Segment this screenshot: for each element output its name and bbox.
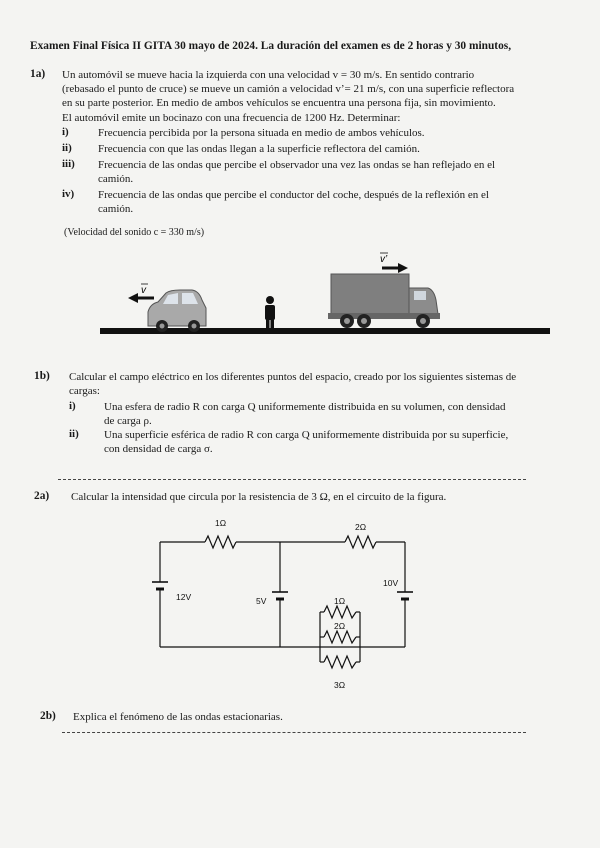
question-1a-item-iii (98, 158, 568, 186)
item-label: ii) (69, 428, 79, 440)
item-line: de carga ρ. (104, 415, 152, 428)
label-battery-mid: 5V (256, 596, 267, 606)
question-1b-item-ii (104, 428, 574, 456)
section-divider (62, 732, 526, 733)
item-label: iv) (62, 188, 75, 200)
question-2a-number: 2a) (34, 490, 50, 502)
truck-velocity-label: v’ (380, 254, 388, 265)
label-r-par-1: 1Ω (334, 596, 346, 606)
item-line: camión. (98, 203, 134, 216)
intro-line: El automóvil emite un bocinazo con una frecuencia de 1200 Hz. Determinar: (62, 111, 401, 124)
item-line: Una superficie esférica de radio R con carga Q uniformemente distribuida por su superficie, (104, 429, 509, 441)
label-battery-right: 10V (383, 578, 399, 588)
item-line: Frecuencia de las ondas que percibe el observador una vez las ondas se han reflejado en el (98, 159, 496, 171)
question-1b-item-i (104, 400, 574, 428)
resistor-parallel-3 (324, 656, 356, 668)
question-2b-number: 2b) (40, 710, 56, 722)
resistor-parallel-2 (324, 631, 356, 643)
question-1a-item-iv (98, 188, 568, 216)
question-1b-intro (69, 370, 569, 398)
doppler-figure (96, 250, 556, 342)
label-battery-left: 12V (176, 592, 192, 602)
question-2a-text: Calcular la intensidad que circula por la resistencia de 3 Ω, en el circuito de la figura. (71, 491, 447, 503)
item-label: i) (62, 126, 69, 138)
label-r-par-3: 3Ω (334, 680, 346, 690)
road (100, 328, 550, 334)
intro-line: (rebasado el punto de cruce) se mueve un camión a velocidad v’= 21 m/s, con una superficie reflectora (62, 83, 515, 96)
intro-line: cargas: (69, 385, 100, 398)
resistor-parallel-1 (324, 606, 356, 618)
person-icon (265, 296, 275, 329)
section-divider (58, 479, 526, 480)
label-r-top-left: 1Ω (215, 518, 227, 528)
question-1b-number: 1b) (34, 370, 50, 382)
item-label: i) (69, 400, 76, 412)
item-line: Frecuencia de las ondas que percibe el conductor del coche, después de la reflexión en el (98, 189, 489, 201)
resistor-top-right (345, 536, 376, 548)
item-line: con densidad de carga σ. (104, 443, 213, 456)
circuit-diagram (140, 512, 440, 697)
item-line: camión. (98, 173, 134, 186)
truck-icon (328, 274, 440, 328)
question-1a-number: 1a) (30, 68, 46, 80)
question-1a-intro (62, 68, 562, 125)
question-1a-item-i: Frecuencia percibida por la persona situada en medio de ambos vehículos. (98, 127, 425, 139)
intro-line: en su parte posterior. En medio de ambos vehículos se encuentra una persona fija, sin movimiento. (62, 97, 496, 110)
sound-speed-note: (Velocidad del sonido c = 330 m/s) (64, 227, 205, 238)
question-1a-item-ii: Frecuencia con que las ondas llegan a la superficie reflectora del camión. (98, 143, 420, 155)
car-velocity-label: v (141, 285, 146, 296)
car-icon (148, 290, 206, 332)
item-label: iii) (62, 158, 75, 170)
intro-line: Un automóvil se mueve hacia la izquierda con una velocidad v = 30 m/s. En sentido contrario (62, 69, 475, 81)
item-label: ii) (62, 142, 72, 154)
intro-line: Calcular el campo eléctrico en los diferentes puntos del espacio, creado por los siguientes sistemas de (69, 371, 517, 383)
label-r-top-right: 2Ω (355, 522, 367, 532)
label-r-par-2: 2Ω (334, 621, 346, 631)
resistor-top-left (205, 536, 236, 548)
item-line: Una esfera de radio R con carga Q uniformemente distribuida en su volumen, con densidad (104, 401, 506, 413)
question-2b-text: Explica el fenómeno de las ondas estacionarias. (73, 711, 283, 723)
exam-title: Examen Final Física II GITA 30 mayo de 2024. La duración del examen es de 2 horas y 30 minutos, (30, 40, 512, 52)
